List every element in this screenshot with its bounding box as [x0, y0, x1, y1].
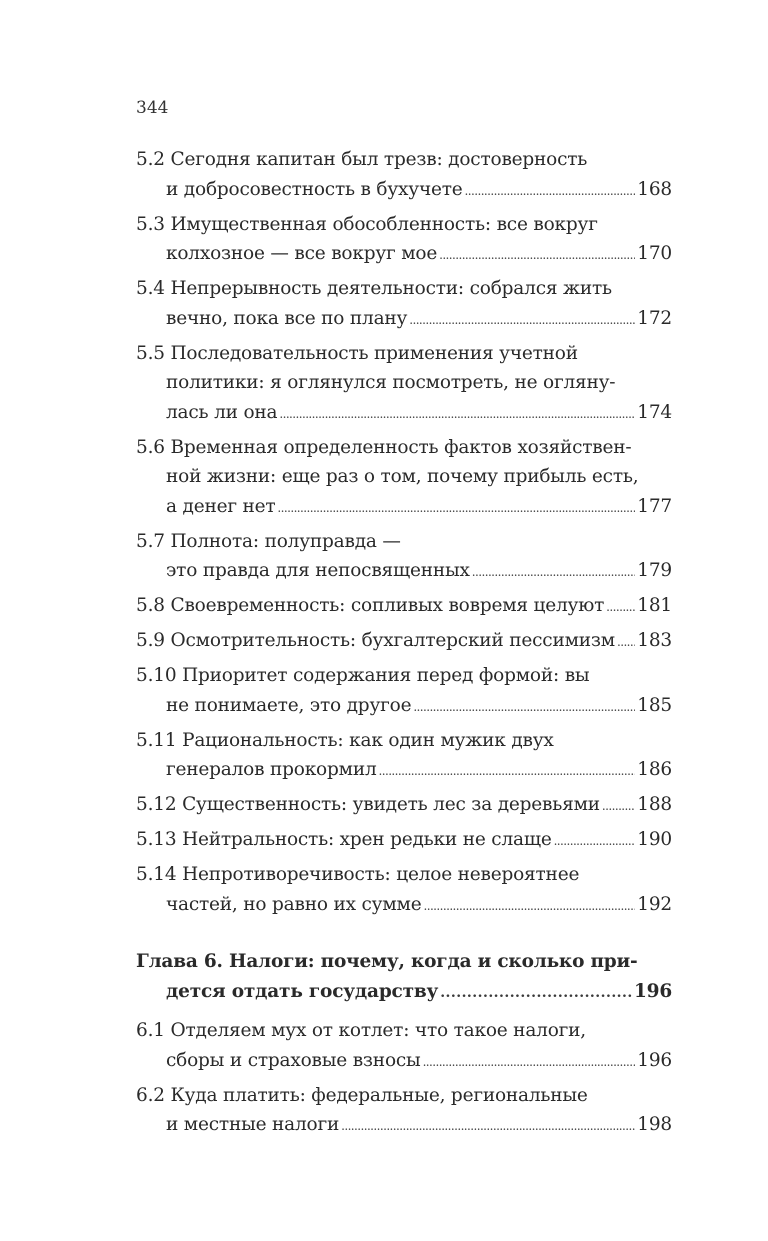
entry-page-number: 174: [637, 401, 672, 423]
toc-entry-6-1[interactable]: [136, 1016, 672, 1077]
dot-leader: [440, 979, 632, 1009]
toc-chapter-6[interactable]: [136, 947, 672, 1008]
entry-title-line: 5.5 Последовательность применения учетной: [136, 342, 578, 364]
entry-title-line: 5.11 Рациональность: как один мужик двух: [136, 729, 554, 751]
entry-title-line: и добросовестность в бухучете: [166, 178, 463, 200]
entry-page-number: 188: [637, 794, 672, 815]
entry-title-line: 5.9 Осмотрительность: бухгалтерский пессимизм: [136, 630, 615, 651]
dot-leader: [341, 1112, 635, 1142]
chapter-title-line: Глава 6. Налоги: почему, когда и сколько при-: [136, 951, 638, 972]
entry-title-line: не понимаете, это другое: [166, 694, 412, 716]
dot-leader: [439, 241, 635, 271]
toc-entry-5-10[interactable]: [136, 661, 672, 722]
entry-page-number: 192: [637, 893, 672, 915]
entry-title-line: вечно, пока все по плану: [166, 307, 408, 329]
entry-title-line: 6.2 Куда платить: федеральные, региональные: [136, 1084, 588, 1106]
entry-title-line: 5.13 Нейтральность: хрен редьки не слаще: [136, 829, 552, 850]
entry-title-line: 5.6 Временная определенность фактов хозяйствен-: [136, 436, 632, 458]
dot-leader: [379, 757, 636, 787]
toc-entry-5-3[interactable]: [136, 210, 672, 271]
entry-page-number: 186: [637, 759, 672, 780]
entry-title-line: 5.3 Имущественная обособленность: все вокруг: [136, 213, 598, 235]
toc-entry-5-7[interactable]: [136, 527, 672, 588]
entry-title-line: 5.4 Непрерывность деятельности: собрался жить: [136, 278, 612, 299]
entry-title-line: генералов прокормил: [166, 759, 377, 780]
toc-entry-5-11[interactable]: [136, 726, 672, 787]
table-of-contents: [136, 145, 672, 1145]
entry-page-number: 181: [637, 595, 672, 616]
dot-leader: [279, 400, 635, 430]
entry-title-line: колхозное — все вокруг мое: [166, 243, 438, 264]
dot-leader: [409, 306, 635, 336]
toc-entry-5-13[interactable]: [136, 825, 672, 857]
entry-title-line: это правда для непосвященных: [166, 560, 470, 581]
entry-title-line: частей, но равно их сумме: [166, 893, 422, 915]
entry-page-number: 172: [637, 307, 672, 329]
entry-title-line: 6.1 Отделяем мух от котлет: что такое налоги,: [136, 1020, 586, 1041]
dot-leader: [554, 827, 636, 857]
entry-title-line: ной жизни: еще раз о том, почему прибыль есть,: [166, 466, 639, 487]
entry-page-number: 179: [637, 560, 672, 581]
dot-leader: [606, 593, 635, 623]
toc-entry-5-14[interactable]: [136, 860, 672, 921]
dot-leader: [602, 792, 635, 822]
dot-leader: [617, 628, 635, 658]
entry-title-line: политики: я оглянулся посмотреть, не огляну-: [166, 372, 616, 393]
dot-leader: [277, 494, 635, 524]
chapter-page-number: 196: [633, 980, 672, 1002]
toc-entry-6-2[interactable]: [136, 1081, 672, 1142]
entry-page-number: 198: [637, 1114, 672, 1135]
entry-page-number: 170: [637, 243, 672, 264]
dot-leader: [465, 177, 636, 207]
toc-entry-5-4[interactable]: [136, 274, 672, 335]
page-number: 344: [136, 98, 169, 118]
dot-leader: [413, 693, 635, 723]
dot-leader: [423, 1048, 636, 1078]
entry-title-line: 5.8 Своевременность: сопливых вовремя целуют: [136, 595, 605, 616]
toc-entry-5-12[interactable]: [136, 790, 672, 822]
entry-title-line: 5.2 Сегодня капитан был трезв: достоверность: [136, 149, 588, 170]
toc-entry-5-6[interactable]: [136, 433, 672, 524]
entry-title-line: 5.14 Непротиворечивость: целое невероятнее: [136, 864, 580, 885]
entry-title-line: а денег нет: [166, 495, 276, 517]
entry-title-line: и местные налоги: [166, 1114, 340, 1135]
entry-title-line: 5.12 Существенность: увидеть лес за деревьями: [136, 794, 600, 815]
entry-page-number: 196: [637, 1049, 672, 1071]
entry-page-number: 185: [637, 694, 672, 716]
toc-entry-5-2[interactable]: [136, 145, 672, 206]
entry-page-number: 183: [637, 630, 672, 651]
toc-entry-5-5[interactable]: [136, 339, 672, 430]
dot-leader: [472, 558, 635, 588]
entry-title-line: 5.10 Приоритет содержания перед формой: вы: [136, 665, 590, 686]
dot-leader: [424, 892, 636, 922]
entry-title-line: сборы и страховые взносы: [166, 1049, 421, 1071]
chapter-title-line: дется отдать государству: [166, 980, 439, 1002]
toc-entry-5-9[interactable]: [136, 626, 672, 658]
toc-entry-5-8[interactable]: [136, 591, 672, 623]
entry-page-number: 168: [637, 178, 672, 200]
entry-title-line: 5.7 Полнота: полуправда —: [136, 530, 401, 552]
entry-page-number: 177: [637, 495, 672, 517]
entry-title-line: лась ли она: [166, 401, 278, 423]
entry-page-number: 190: [637, 829, 672, 850]
